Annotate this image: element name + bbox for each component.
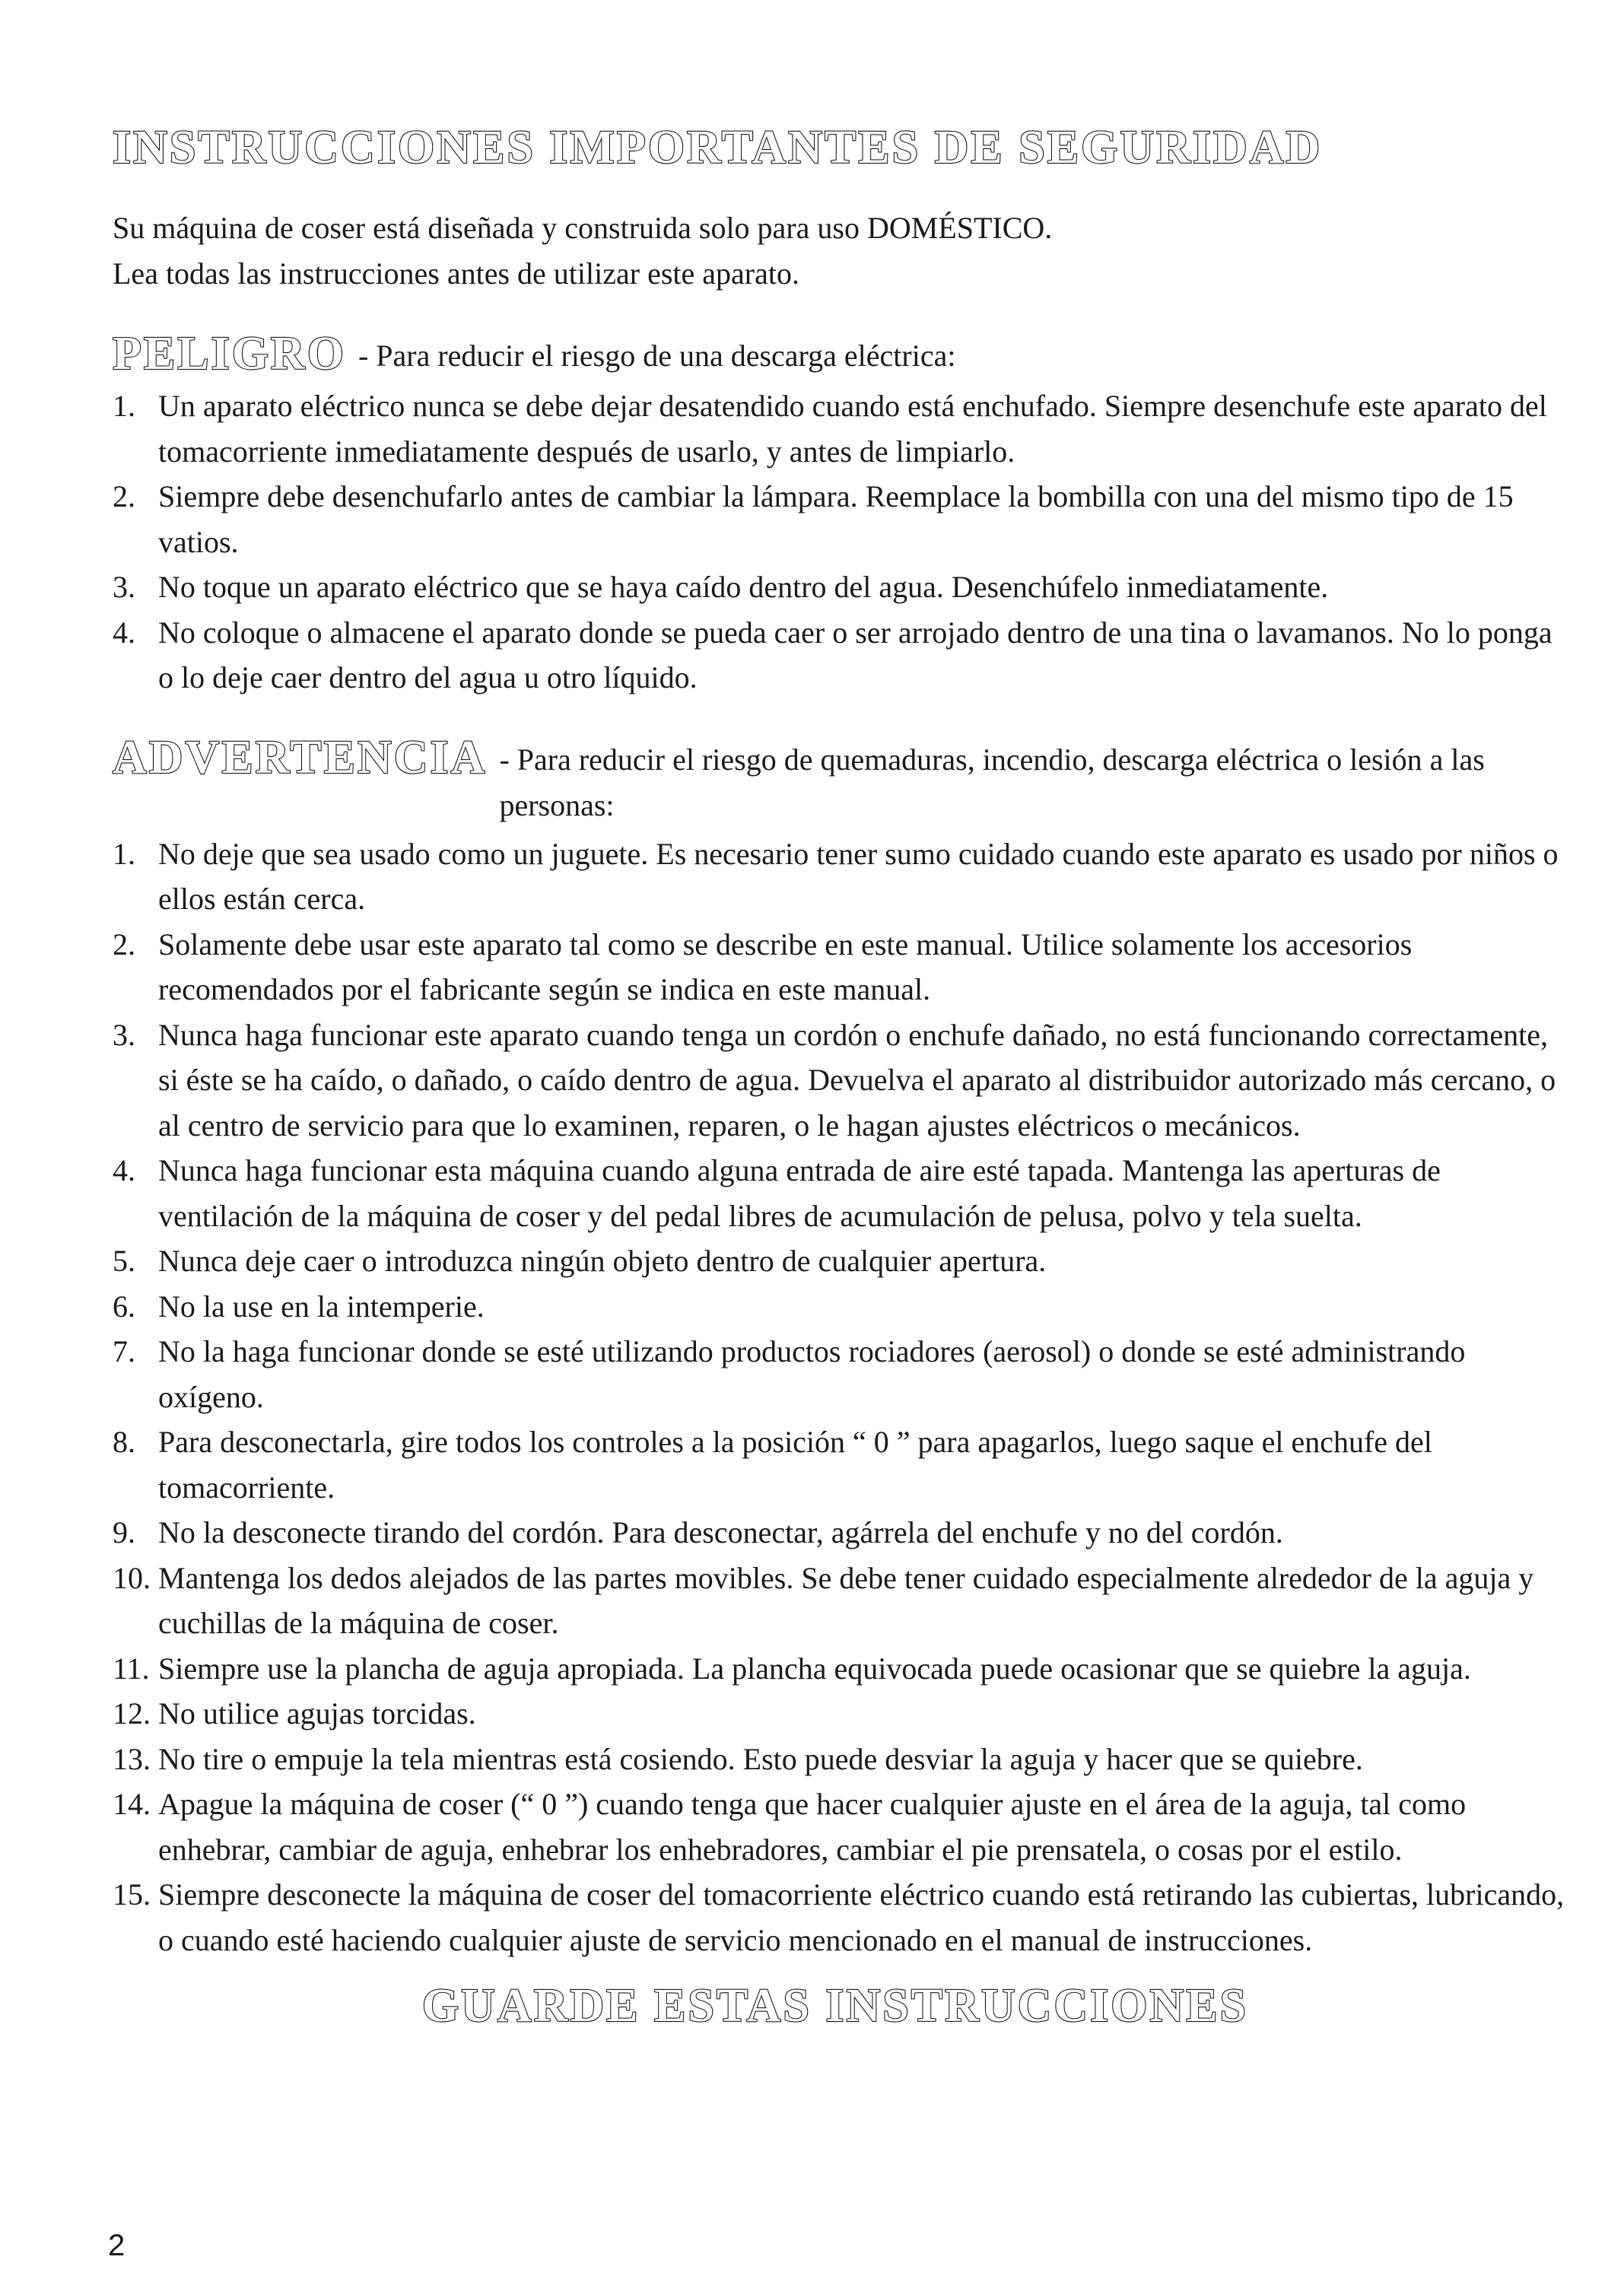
item-text: No utilice agujas torcidas. <box>158 1696 476 1731</box>
item-number: 12. <box>113 1696 151 1731</box>
page-title: INSTRUCCIONES IMPORTANTES DE SEGURIDAD <box>113 122 1323 173</box>
peligro-subtitle: - Para reducir el riesgo de una descarga eléctrica: <box>358 338 956 373</box>
list-item <box>113 1012 1573 1149</box>
list-item <box>113 1238 1573 1284</box>
item-text: Nunca deje caer o introduzca ningún objeto dentro de cualquier apertura. <box>158 1244 1047 1279</box>
advertencia-heading: ADVERTENCIA <box>113 731 488 783</box>
item-number: 7. <box>113 1334 135 1369</box>
list-item <box>113 1148 1573 1238</box>
item-text: Apague la máquina de coser (“ 0 ”) cuando tenga que hacer cualquier ajuste en el área de la aguja, tal como enhebrar, cambiar de aguja, enhebrar los enhebradores, cambiar el pie prensatela, o cosas por el estilo. <box>158 1787 1467 1867</box>
item-number: 4. <box>113 1153 135 1188</box>
item-text: Siempre debe desenchufarlo antes de cambiar la lámpara. Reemplace la bombilla con una del mismo tipo de 15 vatios. <box>158 479 1514 559</box>
advertencia-subtitle: - Para reducir el riesgo de quemaduras, incendio, descarga eléctrica o lesión a las personas: <box>499 742 1485 822</box>
list-item <box>113 1284 1573 1330</box>
item-number: 10. <box>113 1560 151 1595</box>
item-text: Siempre use la plancha de aguja apropiada. La plancha equivocada puede ocasionar que se quiebre la aguja. <box>158 1651 1471 1686</box>
item-text: No la use en la intemperie. <box>158 1289 485 1324</box>
peligro-heading: PELIGRO <box>113 328 346 380</box>
list-item <box>113 1556 1573 1646</box>
list-item <box>113 831 1573 922</box>
item-number: 1. <box>113 389 135 424</box>
item-number: 15. <box>113 1877 151 1912</box>
item-text: No deje que sea usado como un juguete. Es necesario tener sumo cuidado cuando este aparato es usado por niños o ellos están cerca. <box>158 836 1559 917</box>
item-text: Mantenga los dedos alejados de las partes movibles. Se debe tener cuidado especialmente alrededor de la aguja y cuchillas de la máquina de coser. <box>158 1560 1534 1641</box>
advertencia-list <box>113 831 1573 1963</box>
item-text: Siempre desconecte la máquina de coser del tomacorriente eléctrico cuando está retirando las cubiertas, lubricando, o cuando esté haciendo cualquier ajuste de servicio mencionado en el manual de instrucciones. <box>158 1877 1565 1957</box>
list-item <box>113 1510 1573 1556</box>
list-item <box>113 1691 1573 1737</box>
list-item <box>113 1419 1573 1510</box>
item-text: No la desconecte tirando del cordón. Para desconectar, agárrela del enchufe y no del cordón. <box>158 1515 1283 1550</box>
item-number: 6. <box>113 1289 135 1324</box>
item-number: 5. <box>113 1244 135 1279</box>
page-number: 2 <box>108 2229 126 2262</box>
item-text: Un aparato eléctrico nunca se debe dejar desatendido cuando está enchufado. Siempre desenchufe este aparato del tomacorriente inmediatamente después de usarlo, y antes de limpiarlo. <box>158 389 1547 469</box>
list-item <box>113 1781 1573 1872</box>
item-text: No la haga funcionar donde se esté utilizando productos rociadores (aerosol) o donde se esté administrando oxígeno. <box>158 1334 1466 1414</box>
footer-title: GUARDE ESTAS INSTRUCCIONES <box>421 1980 1249 2033</box>
document-page <box>113 122 1573 2033</box>
item-number: 11. <box>113 1651 150 1686</box>
item-number: 2. <box>113 479 135 514</box>
list-item <box>113 383 1573 474</box>
list-item <box>113 1872 1573 1963</box>
list-item <box>113 922 1573 1012</box>
list-item <box>113 564 1573 610</box>
item-text: Nunca haga funcionar este aparato cuando tenga un cordón o enchufe dañado, no está funcionando correctamente, si éste se ha caído, o dañado, o caído dentro de agua. Devuelva el aparato al distribuidor autorizado más cercano, o al centro de servicio para que lo examinen, reparen, o le hagan ajustes eléctricos o mecánicos. <box>158 1017 1556 1143</box>
item-text: Nunca haga funcionar esta máquina cuando alguna entrada de aire esté tapada. Mantenga las aperturas de ventilación de la máquina de coser y del pedal libres de acumulación de pelusa, polvo y tela suelta. <box>158 1153 1441 1233</box>
item-number: 3. <box>113 570 135 605</box>
list-item <box>113 1646 1573 1692</box>
advertencia-heading-row <box>113 731 1573 828</box>
item-number: 3. <box>113 1017 135 1052</box>
item-number: 2. <box>113 926 135 961</box>
item-number: 9. <box>113 1515 135 1550</box>
item-text: Solamente debe usar este aparato tal como se describe en este manual. Utilice solamente los accesorios recomendados por el fabricante según se indica en este manual. <box>158 926 1413 1007</box>
peligro-list <box>113 383 1573 701</box>
item-number: 14. <box>113 1787 151 1822</box>
peligro-heading-row <box>113 327 1573 380</box>
item-number: 8. <box>113 1425 135 1460</box>
intro-line: Lea todas las instrucciones antes de utilizar este aparato. <box>113 256 799 291</box>
item-text: No coloque o almacene el aparato donde se pueda caer o ser arrojado dentro de una tina o lavamanos. No lo ponga o lo deje caer dentro del agua u otro líquido. <box>158 615 1552 695</box>
item-number: 4. <box>113 615 135 650</box>
item-text: Para desconectarla, gire todos los controles a la posición “ 0 ” para apagarlos, luego saque el enchufe del tomacorriente. <box>158 1425 1432 1505</box>
intro <box>113 205 1573 297</box>
item-number: 1. <box>113 836 135 871</box>
item-number: 13. <box>113 1741 151 1776</box>
list-item <box>113 474 1573 564</box>
item-text: No tire o empuje la tela mientras está cosiendo. Esto puede desviar la aguja y hacer que se quiebre. <box>158 1741 1363 1776</box>
intro-line: Su máquina de coser está diseñada y construida solo para uso DOMÉSTICO. <box>113 211 1053 246</box>
list-item <box>113 610 1573 701</box>
list-item <box>113 1329 1573 1419</box>
item-text: No toque un aparato eléctrico que se haya caído dentro del agua. Desenchúfelo inmediatamente. <box>158 570 1329 605</box>
list-item <box>113 1737 1573 1782</box>
